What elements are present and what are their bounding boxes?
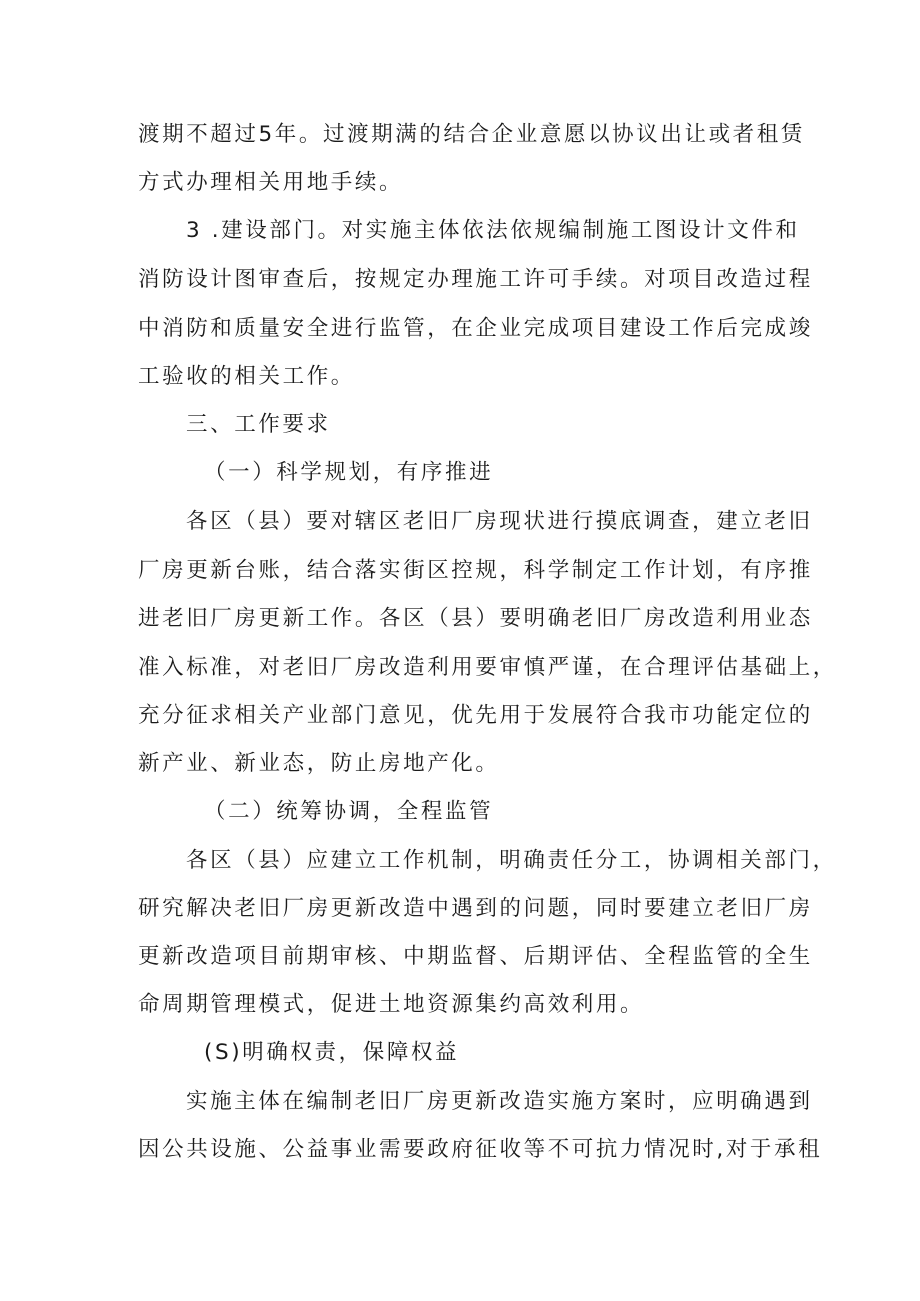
paragraph-line: 更新改造项目前期审核、中期监督、后期评估、全程监管的全生 — [138, 944, 813, 969]
section-heading: 三、工作要求 — [186, 412, 331, 437]
paragraph-line: 充分征求相关产业部门意见，优先用于发展符合我市功能定位的 — [138, 703, 813, 728]
paragraph-line: 进老旧厂房更新工作。各区（县）要明确老旧厂房改造利用业态 — [138, 606, 813, 631]
paragraph-line: 各区（县）要对辖区老旧厂房现状进行摸底调查，建立老旧 — [186, 509, 813, 534]
paragraph-line: 工验收的相关工作。 — [138, 364, 355, 389]
paragraph-line: 消防设计图审查后，按规定办理施工许可手续。对项目改造过程 — [138, 267, 813, 292]
paragraph-line: 厂房更新台账，结合落实街区控规，科学制定工作计划，有序推 — [138, 558, 813, 583]
paragraph-line: 中消防和质量安全进行监管，在企业完成项目建设工作后完成竣 — [138, 316, 813, 341]
paragraph-line: 实施主体在编制老旧厂房更新改造实施方案时，应明确遇到 — [186, 1089, 813, 1114]
paragraph-line: 方式办理相关用地手续。 — [138, 170, 404, 195]
subsection-heading: （二）统筹协调，全程监管 — [204, 799, 494, 824]
paragraph-line: 准入标准，对老旧厂房改造利用要审慎严谨，在合理评估基础上， — [138, 655, 837, 680]
paragraph-line: 命周期管理模式，促进土地资源集约高效利用。 — [138, 992, 645, 1017]
paragraph-line: 因公共设施、公益事业需要政府征收等不可抗力情况时,对于承租 — [138, 1137, 823, 1162]
subsection-heading: (S)明确权责，保障权益 — [204, 1040, 460, 1065]
paragraph-line: 新产业、新业态，防止房地产化。 — [138, 751, 500, 776]
paragraph-line: 3 .建设部门。对实施主体依法依规编制施工图设计文件和 — [186, 218, 800, 243]
paragraph-line: 渡期不超过5年。过渡期满的结合企业意愿以协议出让或者租赁 — [138, 122, 805, 147]
paragraph-line: 研究解决老旧厂房更新改造中遇到的问题，同时要建立老旧厂房 — [138, 896, 813, 921]
subsection-heading: （一）科学规划，有序推进 — [204, 460, 494, 485]
paragraph-line: 各区（县）应建立工作机制，明确责任分工，协调相关部门， — [186, 848, 837, 873]
